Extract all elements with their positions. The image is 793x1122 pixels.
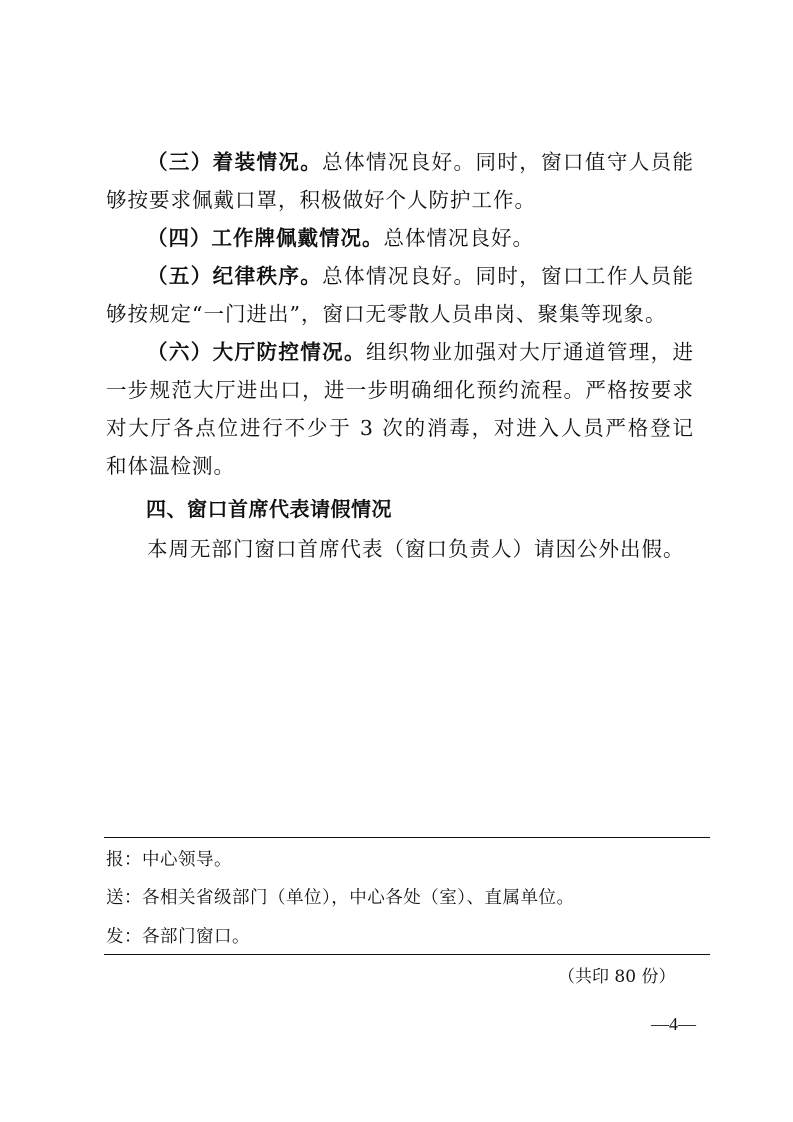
copies-count: （共印 80 份） bbox=[558, 967, 676, 987]
leave-paragraph: 本周无部门窗口首席代表（窗口负责人）请因公外出假。 bbox=[147, 537, 685, 561]
distribution-report: 报：中心领导。 bbox=[106, 850, 232, 870]
section-3-lead: （三）着装情况。 bbox=[147, 150, 323, 174]
section-4-paragraph bbox=[106, 219, 694, 257]
section-5-body: 总体情况良好。同时，窗口工作人员能够按规定“一门进出”，窗口无零散人员串岗、聚集等现象。 bbox=[106, 264, 695, 326]
section-6-body: 组织物业加强对大厅通道管理，进一步规范大厅进出口，进一步明确细化预约流程。严格按要求对大厅各点位进行不少于 3 次的消毒，对进入人员严格登记和体温检测。 bbox=[106, 340, 695, 478]
distribution-send: 送：各相关省级部门（单位），中心各处（室）、直属单位。 bbox=[106, 888, 575, 908]
section-4-body: 总体情况良好。 bbox=[383, 226, 534, 250]
section-heading-leave: 四、窗口首席代表请假情况 bbox=[146, 497, 392, 521]
section-6-paragraph bbox=[106, 333, 694, 485]
section-3-paragraph bbox=[106, 143, 694, 219]
distribution-top-rule bbox=[104, 837, 710, 838]
distribution-bottom-rule bbox=[104, 954, 710, 955]
distribution-issue: 发：各部门窗口。 bbox=[106, 927, 250, 947]
section-4-lead: （四）工作牌佩戴情况。 bbox=[147, 226, 384, 250]
section-3-body: 总体情况良好。同时，窗口值守人员能够按要求佩戴口罩，积极做好个人防护工作。 bbox=[106, 150, 695, 212]
section-5-paragraph bbox=[106, 257, 694, 333]
page-number: —4— bbox=[651, 1014, 696, 1034]
section-6-lead: （六）大厅防控情况。 bbox=[147, 340, 366, 364]
section-5-lead: （五）纪律秩序。 bbox=[147, 264, 323, 288]
